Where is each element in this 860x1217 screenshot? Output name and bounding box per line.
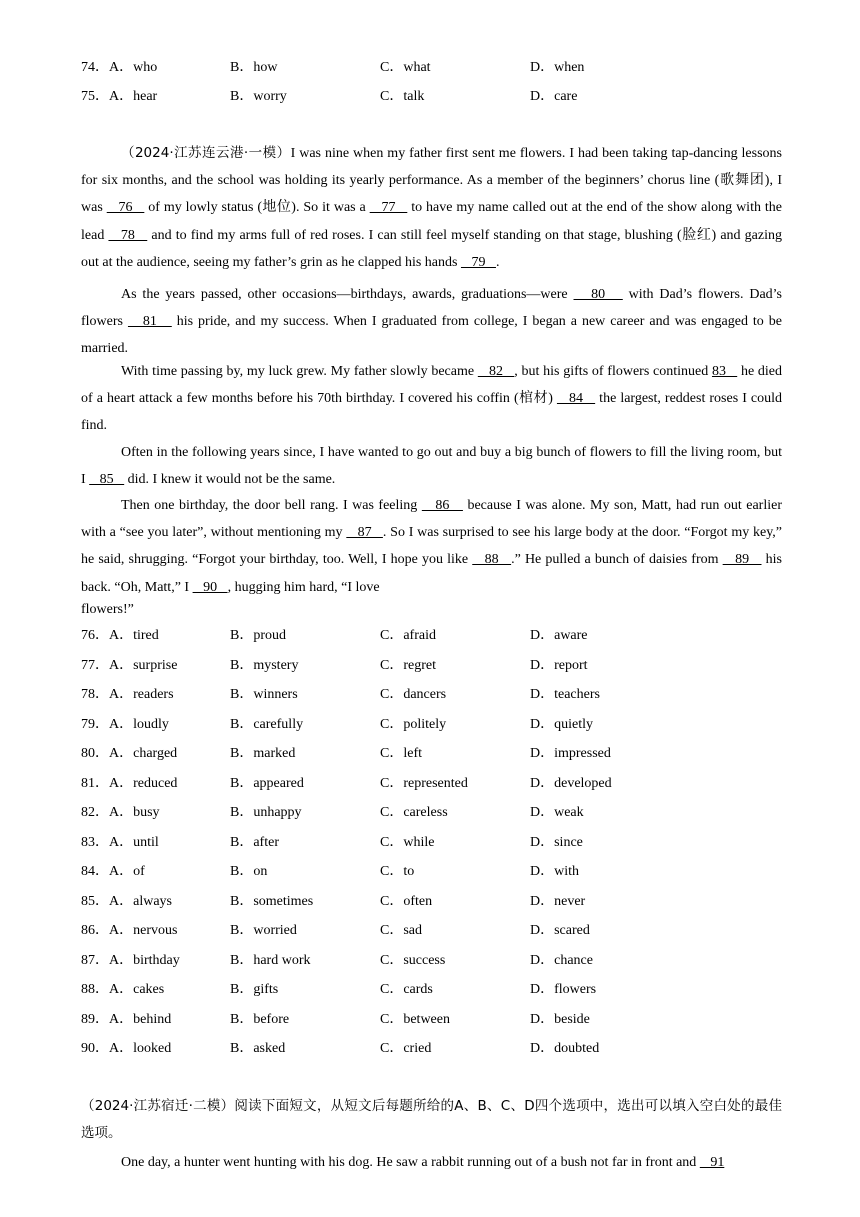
blank-80: 80 — [573, 287, 623, 302]
question-options-row — [81, 921, 781, 941]
option-d: D．since — [530, 834, 583, 850]
option-d: D．teachers — [530, 687, 600, 702]
passage-paragraph-2 — [81, 281, 782, 363]
option-c: C．to — [380, 864, 415, 879]
text: the largest, reddest roses I could find. — [81, 391, 782, 434]
option-a: 82．A．busy — [81, 805, 160, 820]
text: Then one birthday, the door bell rang. I was feeling — [121, 498, 422, 513]
question-options-row — [81, 892, 781, 912]
option-a: 89．A．behind — [81, 1011, 172, 1027]
option-b: B．before — [230, 1011, 290, 1027]
text: , hugging him hard, “I love — [227, 579, 380, 595]
blank-84: 84 — [556, 391, 596, 407]
blank-85: 85 — [89, 472, 125, 488]
option-a: 79．A．loudly — [81, 716, 169, 732]
text: to have my name called out at the end of the show along with the lead — [81, 200, 782, 243]
passage-paragraph-4 — [81, 439, 782, 493]
option-d: D．with — [530, 864, 579, 879]
question-options-row — [81, 685, 781, 705]
option-d: D．impressed — [530, 746, 611, 761]
text: his back. “Oh, Matt,” I — [81, 552, 782, 595]
text: I was nine when my father first sent me flowers. I had been taking tap-dancing lessons for six months, and the school was holding its yearly performance. As a member of the beginners’ chorus line (歌舞团), I was — [81, 146, 782, 216]
option-c: C．often — [380, 893, 433, 909]
option-a: 88．A．cakes — [81, 982, 165, 997]
option-a: 74．A．who — [81, 60, 158, 75]
option-b: B．worry — [230, 89, 287, 104]
text: . — [495, 254, 500, 270]
text: his pride, and my success. When I graduated from college, I began a new career and was engaged to be married. — [81, 314, 782, 357]
option-d: D．care — [530, 89, 578, 104]
text: . So I was surprised to see his large body at the door. “Forgot my key,” he said, shrugging. “Forgot your birthday, too. Well, I hope you like — [81, 525, 782, 568]
option-d: D．doubted — [530, 1041, 600, 1056]
option-c: C．careless — [380, 805, 448, 820]
text: with Dad’s flowers. Dad’s flowers — [81, 287, 782, 330]
blank-91: 91 — [699, 1155, 725, 1170]
source-label: （2024·江苏连云港·一模） — [121, 145, 291, 161]
option-c: C．represented — [380, 775, 468, 791]
option-b: B．unhappy — [230, 805, 302, 820]
text: did. I knew it would not be the same. — [124, 472, 336, 488]
blank-89: 89 — [722, 552, 762, 568]
question-options-row — [81, 774, 781, 794]
option-a: 86．A．nervous — [81, 923, 178, 938]
option-d: D．aware — [530, 628, 588, 643]
question-options-row — [81, 744, 781, 764]
passage-paragraph-5-end: flowers!” — [81, 602, 134, 617]
option-d: D．weak — [530, 805, 584, 820]
option-c: C．dancers — [380, 687, 447, 702]
option-c: C．what — [380, 60, 431, 75]
option-a: 78．A．readers — [81, 687, 174, 702]
option-d: D．scared — [530, 923, 590, 938]
blank-76: 76 — [106, 200, 145, 216]
question-74-options — [81, 58, 781, 78]
question-options-row — [81, 715, 781, 735]
blank-81: 81 — [127, 314, 172, 330]
option-d: D．never — [530, 893, 586, 909]
option-b: B．appeared — [230, 775, 304, 791]
option-c: C．left — [380, 746, 422, 761]
text: he died of a heart attack a few months before his 70th birthday. I covered his coffin (棺材) — [81, 364, 783, 407]
option-b: B．carefully — [230, 716, 304, 732]
option-d: D．flowers — [530, 982, 597, 997]
option-a: 81．A．reduced — [81, 775, 178, 791]
option-b: B．hard work — [230, 952, 311, 968]
option-b: B．gifts — [230, 982, 279, 997]
next-section-instruction: （2024·江苏宿迁·二模）阅读下面短文，从短文后每题所给的A、B、C、D四个选项中，选出可以填入空白处的最佳选项。 — [81, 1098, 782, 1141]
option-a: 87．A．birthday — [81, 952, 180, 968]
option-a: 80．A．charged — [81, 746, 178, 761]
option-d: D．report — [530, 657, 588, 673]
next-passage-paragraph — [81, 1149, 782, 1176]
text: because I was alone. My son, Matt, had run out earlier with a “see you later”, without mentioning my — [81, 498, 782, 541]
option-a: 77．A．surprise — [81, 657, 178, 673]
text: Often in the following years since, I have wanted to go out and buy a big bunch of flowers to fill the living room, but I — [81, 445, 782, 488]
option-a: 85．A．always — [81, 893, 172, 909]
option-c: C．cried — [380, 1041, 432, 1056]
option-c: C．politely — [380, 716, 447, 732]
option-b: B．mystery — [230, 657, 299, 673]
option-b: B．after — [230, 834, 279, 850]
question-options-row — [81, 803, 781, 823]
option-c: C．sad — [380, 923, 422, 938]
blank-78: 78 — [108, 227, 148, 243]
option-d: D．when — [530, 60, 585, 75]
option-a: 90．A．looked — [81, 1041, 172, 1056]
question-options-row — [81, 656, 781, 676]
option-b: B．asked — [230, 1041, 286, 1056]
option-a: 83．A．until — [81, 834, 159, 850]
text: As the years passed, other occasions—birthdays, awards, graduations—were — [121, 287, 574, 302]
text: .” He pulled a bunch of daisies from — [511, 552, 723, 568]
question-options-row — [81, 1039, 781, 1059]
passage-paragraph-1 — [81, 140, 782, 276]
text: , but his gifts of flowers continued — [514, 364, 712, 379]
option-b: B．how — [230, 60, 278, 75]
option-b: B．proud — [230, 628, 286, 643]
question-options-row — [81, 980, 781, 1000]
option-c: C．success — [380, 952, 446, 968]
option-b: B．winners — [230, 687, 298, 702]
option-c: C．between — [380, 1011, 450, 1027]
text: and to find my arms full of red roses. I can still feel myself standing on that stage, blushing (脸红) and gazing out at the audience, seeing my father’s grin as he clapped his hands — [81, 227, 782, 270]
blank-86: 86 — [421, 498, 463, 513]
question-75-options — [81, 87, 781, 107]
question-options-row — [81, 951, 781, 971]
option-d: D．developed — [530, 775, 612, 791]
text: With time passing by, my luck grew. My father slowly became — [121, 364, 478, 379]
option-b: B．on — [230, 864, 268, 879]
question-options-row — [81, 626, 781, 646]
passage-paragraph-5 — [81, 492, 782, 601]
option-a: 75．A．hear — [81, 89, 158, 104]
blank-87: 87 — [346, 525, 383, 541]
option-d: D．chance — [530, 952, 593, 968]
text: of my lowly status (地位). So it was a — [144, 200, 370, 216]
blank-83: 83 — [711, 364, 738, 379]
question-options-row — [81, 862, 781, 882]
option-b: B．worried — [230, 923, 297, 938]
question-options-row — [81, 833, 781, 853]
blank-90: 90 — [192, 579, 228, 595]
option-c: C．cards — [380, 982, 433, 997]
option-b: B．marked — [230, 746, 296, 761]
text: One day, a hunter went hunting with his dog. He saw a rabbit running out of a bush not far in front and — [121, 1155, 700, 1170]
option-a: 84．A．of — [81, 864, 145, 879]
option-a: 76．A．tired — [81, 628, 159, 643]
blank-82: 82 — [477, 364, 515, 379]
blank-79: 79 — [460, 254, 496, 270]
blank-88: 88 — [472, 552, 512, 568]
option-c: C．regret — [380, 657, 436, 673]
option-c: C．talk — [380, 89, 425, 104]
blank-77: 77 — [369, 200, 408, 216]
option-d: D．quietly — [530, 716, 593, 732]
question-options-row — [81, 1010, 781, 1030]
option-d: D．beside — [530, 1011, 590, 1027]
option-b: B．sometimes — [230, 893, 314, 909]
passage-paragraph-3 — [81, 358, 782, 440]
option-c: C．afraid — [380, 628, 436, 643]
option-c: C．while — [380, 834, 435, 850]
